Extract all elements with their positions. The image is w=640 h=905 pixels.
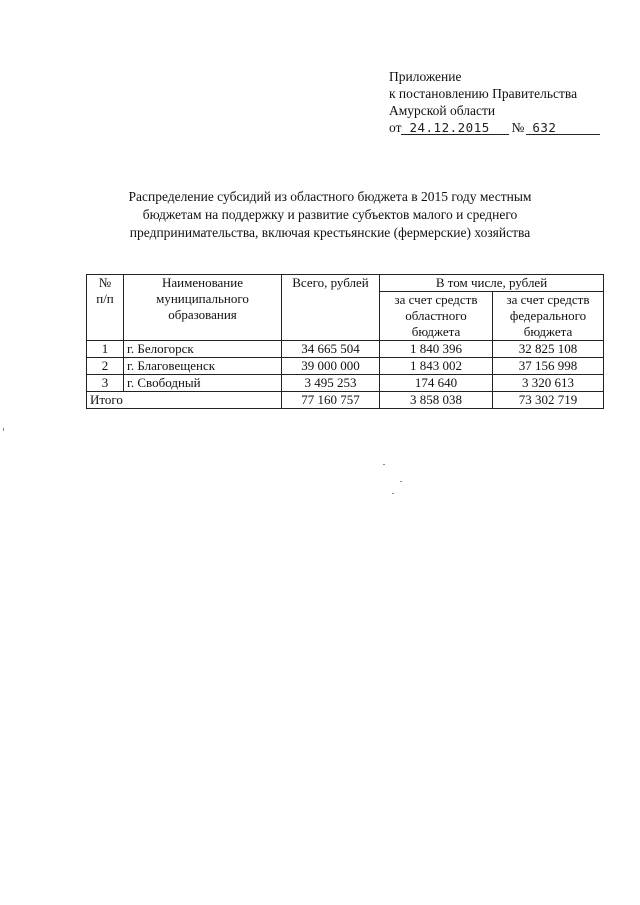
row-regional: 174 640 <box>380 375 493 392</box>
appendix-line-2: к постановлению Правительства <box>389 86 578 101</box>
title-line-3: предпринимательства, включая крестьянские (фермерские) хозяйства <box>129 225 531 240</box>
appendix-date-line <box>389 119 600 136</box>
row-num: 3 <box>87 375 124 392</box>
row-regional: 1 843 002 <box>380 358 493 375</box>
row-name: г. Благовещенск <box>124 358 282 375</box>
number-field <box>526 121 600 135</box>
number-prefix: № <box>511 120 525 135</box>
table-total-row <box>87 392 604 409</box>
date-value: 24.12.2015 <box>409 120 490 135</box>
header-regional <box>380 292 493 341</box>
header-name-line-3: образования <box>168 307 237 322</box>
header-regional-line-3: бюджета <box>411 324 461 339</box>
header-name-line-2: муниципального <box>156 291 249 306</box>
header-including: В том числе, рублей <box>380 275 604 292</box>
scan-speck <box>383 464 385 465</box>
document-title <box>100 188 560 242</box>
appendix-line-1: Приложение <box>389 69 462 84</box>
header-num <box>87 275 124 341</box>
row-total: 34 665 504 <box>282 341 380 358</box>
row-federal: 37 156 998 <box>493 358 604 375</box>
total-total: 77 160 757 <box>282 392 380 409</box>
total-federal: 73 302 719 <box>493 392 604 409</box>
date-field <box>401 121 509 135</box>
number-value: 632 <box>532 120 557 135</box>
scan-speck <box>392 493 394 494</box>
row-federal: 32 825 108 <box>493 341 604 358</box>
header-federal-line-1: за счет средств <box>506 292 590 307</box>
title-line-1: Распределение субсидий из областного бюджета в 2015 году местным <box>128 189 532 204</box>
row-total: 39 000 000 <box>282 358 380 375</box>
total-regional: 3 858 038 <box>380 392 493 409</box>
subsidy-table <box>86 274 604 409</box>
header-federal-line-2: федерального <box>509 308 587 323</box>
header-num-line-1: № <box>98 275 112 290</box>
table-row <box>87 341 604 358</box>
date-prefix: от <box>389 120 402 135</box>
header-federal-line-3: бюджета <box>523 324 573 339</box>
row-num: 2 <box>87 358 124 375</box>
row-name: г. Белогорск <box>124 341 282 358</box>
title-line-2: бюджетам на поддержку и развитие субъектов малого и среднего <box>142 207 518 222</box>
appendix-line-3: Амурской области <box>389 103 496 118</box>
header-regional-line-2: областного <box>405 308 467 323</box>
header-num-line-2: п/п <box>96 291 114 306</box>
scan-speck <box>3 428 4 431</box>
table-row <box>87 358 604 375</box>
header-name <box>124 275 282 341</box>
row-name: г. Свободный <box>124 375 282 392</box>
header-regional-line-1: за счет средств <box>394 292 478 307</box>
table-header-row <box>87 275 604 292</box>
row-federal: 3 320 613 <box>493 375 604 392</box>
row-total: 3 495 253 <box>282 375 380 392</box>
header-name-line-1: Наименование <box>162 275 243 290</box>
header-total: Всего, рублей <box>282 275 380 341</box>
row-num: 1 <box>87 341 124 358</box>
header-federal <box>493 292 604 341</box>
row-regional: 1 840 396 <box>380 341 493 358</box>
appendix-block <box>389 68 600 136</box>
total-label: Итого <box>87 392 282 409</box>
table-row <box>87 375 604 392</box>
scan-speck <box>400 481 402 482</box>
